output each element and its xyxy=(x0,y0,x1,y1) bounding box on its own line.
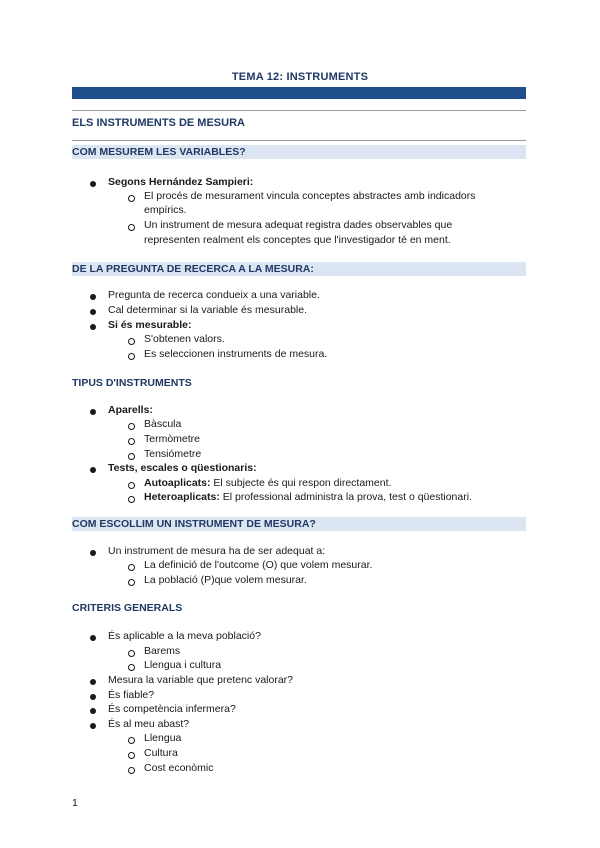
list-item: És al meu abast? xyxy=(108,718,190,730)
bullet-icon xyxy=(90,550,96,556)
bullet-icon xyxy=(90,635,96,641)
sub-bullet-icon xyxy=(128,338,135,345)
sub-list-item: S'obtenen valors. xyxy=(144,333,225,345)
bullet-icon xyxy=(90,708,96,714)
sub-bullet-icon xyxy=(128,195,135,202)
sub-list-item-bold: Heteroaplicats: xyxy=(144,491,220,503)
sub-list-item: Cultura xyxy=(144,747,178,759)
sub-list-item-bold: Autoaplicats: xyxy=(144,477,211,489)
sub-bullet-icon xyxy=(128,453,135,460)
list-item: És competència infermera? xyxy=(108,703,236,715)
bullet-icon xyxy=(90,309,96,315)
divider xyxy=(72,140,526,141)
section-heading: COM MESUREM LES VARIABLES? xyxy=(72,145,526,159)
sub-list-item: Llengua xyxy=(144,732,182,744)
divider xyxy=(72,110,526,111)
list-item: Pregunta de recerca condueix a una variable. xyxy=(108,289,320,301)
list-item xyxy=(108,403,153,418)
sub-list-item xyxy=(144,476,391,491)
sub-bullet-icon xyxy=(128,767,135,774)
list-item-bold: Tests, escales o qüestionaris: xyxy=(108,462,257,474)
list-item-bold: Si és mesurable: xyxy=(108,319,192,331)
sub-list-item: Es seleccionen instruments de mesura. xyxy=(144,348,328,360)
sub-list-item-text: El subjecte és qui respon directament. xyxy=(210,477,392,489)
sub-bullet-icon xyxy=(128,496,135,503)
sub-bullet-icon xyxy=(128,664,135,671)
sub-bullet-icon xyxy=(128,423,135,430)
list-item xyxy=(108,175,253,190)
sub-bullet-icon xyxy=(128,650,135,657)
section-heading: COM ESCOLLIM UN INSTRUMENT DE MESURA? xyxy=(72,517,526,531)
section-heading: CRITERIS GENERALS xyxy=(72,602,183,614)
sub-list-item xyxy=(144,490,472,505)
bullet-icon xyxy=(90,723,96,729)
sub-list-item-text: El professional administra la prova, test o qüestionari. xyxy=(219,491,472,503)
list-item: Mesura la variable que pretenc valorar? xyxy=(108,674,294,686)
bullet-icon xyxy=(90,679,96,685)
sub-list-item: Tensiómetre xyxy=(144,448,202,460)
bullet-icon xyxy=(90,467,96,473)
list-item-bold: Segons Hernández Sampieri: xyxy=(108,176,254,188)
sub-list-item: Bàscula xyxy=(144,418,182,430)
sub-list-item: La definició de l'outcome (O) que volem mesurar. xyxy=(144,559,373,571)
section-heading: TIPUS D'INSTRUMENTS xyxy=(72,377,192,389)
bullet-icon xyxy=(90,409,96,415)
sub-list-item: Llengua i cultura xyxy=(144,659,222,671)
bullet-icon xyxy=(90,294,96,300)
sub-bullet-icon xyxy=(128,579,135,586)
list-item: Cal determinar si la variable és mesurable. xyxy=(108,304,308,316)
sub-list-item: La població (P)que volem mesurar. xyxy=(144,574,307,586)
list-item: És fiable? xyxy=(108,689,155,701)
list-item: Un instrument de mesura ha de ser adequat a: xyxy=(108,545,326,557)
bullet-icon xyxy=(90,181,96,187)
sub-bullet-icon xyxy=(128,737,135,744)
main-heading: ELS INSTRUMENTS DE MESURA xyxy=(72,117,245,129)
bullet-icon xyxy=(90,694,96,700)
sub-list-item: Termòmetre xyxy=(144,433,201,445)
sub-bullet-icon xyxy=(128,564,135,571)
section-heading: DE LA PREGUNTA DE RECERCA A LA MESURA: xyxy=(72,262,526,276)
bullet-icon xyxy=(90,324,96,330)
sub-list-item: Un instrument de mesura adequat registra dades observables que xyxy=(144,219,453,231)
sub-bullet-icon xyxy=(128,752,135,759)
sub-list-item: Cost econòmic xyxy=(144,762,214,774)
list-item xyxy=(108,461,257,476)
sub-list-item: Barems xyxy=(144,645,181,657)
sub-bullet-icon xyxy=(128,353,135,360)
page-number: 1 xyxy=(72,797,78,809)
list-item xyxy=(108,318,191,333)
sub-bullet-icon xyxy=(128,482,135,489)
list-item: És aplicable a la meva població? xyxy=(108,630,261,642)
title-bar xyxy=(72,87,526,99)
document-title: TEMA 12: INSTRUMENTS xyxy=(231,71,369,83)
sub-bullet-icon xyxy=(128,224,135,231)
sub-list-item-continued: representen realment els conceptes que l'investigador té en ment. xyxy=(144,234,451,246)
sub-list-item-continued: empírics. xyxy=(144,204,187,216)
list-item-bold: Aparells: xyxy=(108,404,153,416)
sub-list-item: El procés de mesurament vincula conceptes abstractes amb indicadors xyxy=(144,190,476,202)
sub-bullet-icon xyxy=(128,438,135,445)
